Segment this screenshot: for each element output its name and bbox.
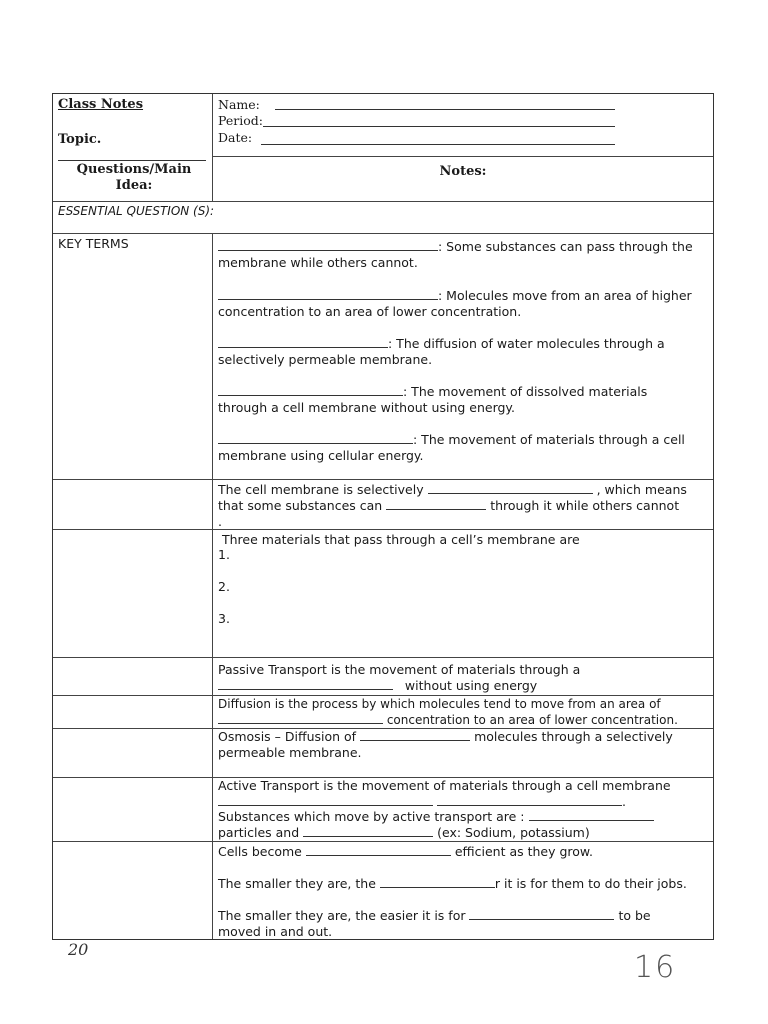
active-substances-blank[interactable] xyxy=(529,809,654,821)
active-blank-1[interactable] xyxy=(218,794,433,806)
active-divider xyxy=(212,778,213,842)
diffusion-divider xyxy=(212,696,213,729)
three-materials-row xyxy=(53,530,713,658)
key-terms-row xyxy=(53,234,713,480)
osmosis-text: Osmosis – Diffusion of molecules through a selectively permeable membrane. xyxy=(218,729,673,760)
key-term-2: : Molecules move from an area of higher concentration to an area of lower concentration. xyxy=(218,288,692,319)
notes-label: Notes: xyxy=(439,164,487,179)
date-label: Date: xyxy=(218,130,253,145)
active-particles-blank[interactable] xyxy=(303,825,433,837)
material-1: 1. xyxy=(218,547,230,562)
period-field[interactable] xyxy=(263,126,615,127)
header-left xyxy=(53,94,212,201)
three-materials-divider xyxy=(212,530,213,658)
key-term-3-blank[interactable] xyxy=(218,336,388,348)
osmosis-blank[interactable] xyxy=(360,729,470,741)
diffusion-row xyxy=(53,696,713,729)
header-right xyxy=(213,94,713,201)
active-blank-2[interactable] xyxy=(437,794,622,806)
passive-text: Passive Transport is the movement of materials through a without using energy xyxy=(218,662,581,693)
key-term-4-blank[interactable] xyxy=(218,384,403,396)
key-term-4: : The movement of dissolved materials through a cell membrane without using energy. xyxy=(218,384,648,415)
key-term-5-blank[interactable] xyxy=(218,432,413,444)
key-terms-content xyxy=(213,234,713,479)
header-divider xyxy=(212,94,213,202)
period-label: Period: xyxy=(218,113,263,128)
class-notes-title: Class Notes xyxy=(58,97,144,112)
name-label: Name: xyxy=(218,97,260,112)
header-inner-line xyxy=(213,156,713,157)
osmosis-row xyxy=(53,729,713,778)
key-terms-label: KEY TERMS xyxy=(58,236,129,251)
diffusion-text: Diffusion is the process by which molecules tend to move from an area of concentration to an area of lower concentration. xyxy=(218,697,678,727)
topic-underline xyxy=(58,160,206,161)
active-substances: Substances which move by active transport are : particles and (ex: Sodium, potassium) xyxy=(218,809,707,841)
header-row xyxy=(53,94,713,202)
diffusion-blank[interactable] xyxy=(218,712,383,724)
substances-can-blank[interactable] xyxy=(386,498,486,510)
three-materials-intro: Three materials that pass through a cell’s membrane are xyxy=(222,532,580,547)
active-row xyxy=(53,778,713,842)
key-term-2-blank[interactable] xyxy=(218,288,438,300)
key-term-1: : Some substances can pass through the membrane while others cannot. xyxy=(218,239,693,270)
cells-easier-blank[interactable] xyxy=(469,908,614,920)
active-line1: Active Transport is the movement of materials through a cell membrane xyxy=(218,778,671,793)
key-term-1-blank[interactable] xyxy=(218,239,438,251)
osmosis-divider xyxy=(212,729,213,778)
key-term-5: : The movement of materials through a cell membrane using cellular energy. xyxy=(218,432,685,463)
cells-efficient-blank[interactable] xyxy=(306,844,451,856)
selectively-blank[interactable] xyxy=(428,482,593,494)
handwritten-number-left: 20 xyxy=(68,940,89,959)
material-2: 2. xyxy=(218,579,230,594)
essential-question-label: ESSENTIAL QUESTION (S): xyxy=(58,204,215,218)
cells-row xyxy=(53,842,713,939)
cells-line1: Cells become efficient as they grow. xyxy=(218,844,593,859)
passive-divider xyxy=(212,658,213,696)
key-term-3: : The diffusion of water molecules through a selectively permeable membrane. xyxy=(218,336,665,367)
cells-line2: The smaller they are, the r it is for them to do their jobs. xyxy=(218,876,687,891)
selectively-text: The cell membrane is selectively , which means that some substances can through it while others cannot . xyxy=(218,482,687,529)
material-3: 3. xyxy=(218,611,230,626)
cells-line3: The smaller they are, the easier it is for to be moved in and out. xyxy=(218,908,651,939)
cells-divider xyxy=(212,842,213,939)
cells-smaller-blank[interactable] xyxy=(380,876,495,888)
questions-main-idea-label: Questions/Main Idea: xyxy=(76,162,192,193)
selectively-divider xyxy=(212,480,213,530)
active-line2: . xyxy=(218,794,707,810)
notes-sheet xyxy=(52,93,714,940)
date-field[interactable] xyxy=(261,144,615,145)
passive-row xyxy=(53,658,713,696)
passive-blank[interactable] xyxy=(218,678,393,690)
name-field[interactable] xyxy=(275,109,615,110)
handwritten-number-right: 16 xyxy=(634,950,677,985)
topic-label: Topic. xyxy=(58,132,102,147)
selectively-row xyxy=(53,480,713,530)
key-terms-divider xyxy=(212,234,213,480)
essential-question-row xyxy=(53,202,713,234)
